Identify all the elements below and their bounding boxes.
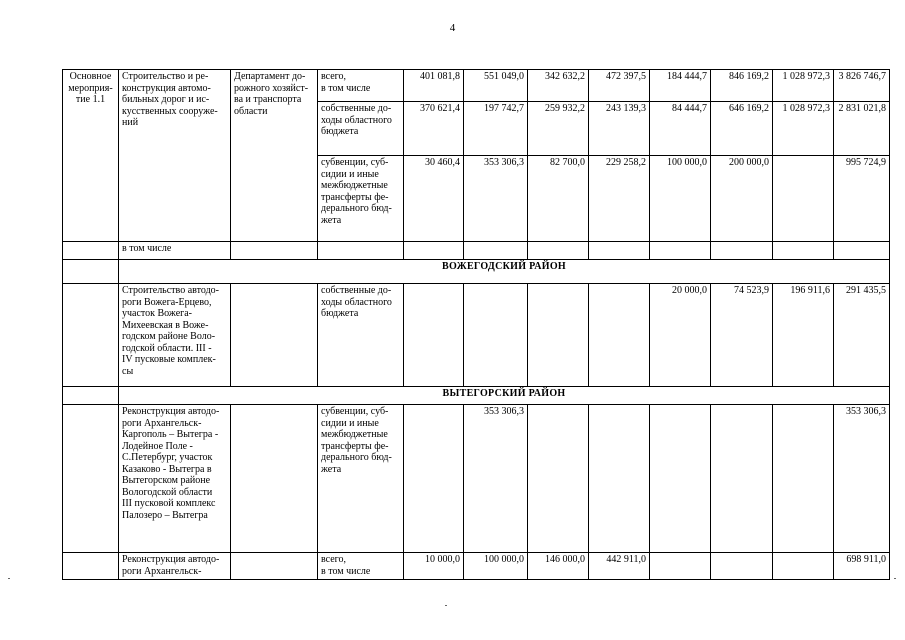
value-cell [650, 405, 711, 553]
value-cell [589, 284, 650, 387]
value-cell [404, 405, 464, 553]
value-cell [773, 405, 834, 553]
value-cell: 370 621,4 [404, 102, 464, 156]
value-cell: 196 911,6 [773, 284, 834, 387]
value-cell: 291 435,5 [834, 284, 890, 387]
value-cell [464, 284, 528, 387]
table-row [63, 260, 890, 284]
value-cell: 1 028 972,3 [773, 102, 834, 156]
value-cell: 146 000,0 [528, 553, 589, 580]
scan-speck [8, 578, 10, 579]
value-cell: 184 444,7 [650, 70, 711, 102]
scan-speck [894, 578, 896, 579]
object-name: Реконструкция автодо- роги Архангельск- Каргополь – Вытегра - Лодейное Поле - С.Петербург, участок Казаково - Вытегра в Вытегорском районе Вологодской области III пусковой комплекс Палозеро – Вытегра [119, 405, 231, 553]
value-cell [528, 284, 589, 387]
measure-executor: Департамент до- рожного хозяйст- ва и транспорта области [231, 70, 318, 242]
value-cell: 243 139,3 [589, 102, 650, 156]
value-cell: 472 397,5 [589, 70, 650, 102]
value-cell: 846 169,2 [711, 70, 773, 102]
value-cell: 551 049,0 [464, 70, 528, 102]
value-cell: 259 932,2 [528, 102, 589, 156]
value-cell: 74 523,9 [711, 284, 773, 387]
value-cell: 353 306,3 [834, 405, 890, 553]
value-cell: 84 444,7 [650, 102, 711, 156]
funding-source: всего, в том числе [318, 70, 404, 102]
value-cell: 229 258,2 [589, 156, 650, 242]
value-cell: 2 831 021,8 [834, 102, 890, 156]
including-label: в том числе [119, 242, 231, 260]
value-cell [773, 553, 834, 580]
object-name: Реконструкция автодо- роги Архангельск- [119, 553, 231, 580]
table-row [63, 284, 890, 387]
funding-source: всего, в том числе [318, 553, 404, 580]
table-row [63, 242, 890, 260]
funding-source: субвенции, суб- сидии и иные межбюджетные трансферты фе- дерального бюд- жета [318, 156, 404, 242]
value-cell: 197 742,7 [464, 102, 528, 156]
value-cell: 3 826 746,7 [834, 70, 890, 102]
value-cell [404, 284, 464, 387]
value-cell: 698 911,0 [834, 553, 890, 580]
district-heading: ВЫТЕГОРСКИЙ РАЙОН [119, 387, 890, 405]
value-cell: 442 911,0 [589, 553, 650, 580]
value-cell: 353 306,3 [464, 405, 528, 553]
district-heading: ВОЖЕГОДСКИЙ РАЙОН [119, 260, 890, 284]
measure-code: Основное мероприя- тие 1.1 [63, 70, 119, 242]
value-cell: 995 724,9 [834, 156, 890, 242]
table-row [63, 553, 890, 580]
value-cell: 20 000,0 [650, 284, 711, 387]
value-cell: 353 306,3 [464, 156, 528, 242]
value-cell [711, 405, 773, 553]
table-row [63, 387, 890, 405]
value-cell: 82 700,0 [528, 156, 589, 242]
value-cell: 10 000,0 [404, 553, 464, 580]
page-number: 4 [449, 22, 456, 34]
funding-table [62, 69, 890, 580]
value-cell: 30 460,4 [404, 156, 464, 242]
value-cell: 342 632,2 [528, 70, 589, 102]
measure-name: Строительство и ре- конструкция автомо- бильных дорог и ис- кусственных сооруже- ний [119, 70, 231, 242]
value-cell: 1 028 972,3 [773, 70, 834, 102]
value-cell: 646 169,2 [711, 102, 773, 156]
object-name: Строительство автодо- роги Вожега-Ерцево, участок Вожега- Михеевская в Воже- годском районе Воло- годской области. III - IV пусковые комплек- сы [119, 284, 231, 387]
value-cell [711, 553, 773, 580]
value-cell [589, 405, 650, 553]
value-cell: 100 000,0 [464, 553, 528, 580]
value-cell [773, 156, 834, 242]
funding-source: субвенции, суб- сидии и иные межбюджетные трансферты фе- дерального бюд- жета [318, 405, 404, 553]
value-cell: 401 081,8 [404, 70, 464, 102]
funding-source: собственные до- ходы областного бюджета [318, 284, 404, 387]
table-row [63, 70, 890, 102]
funding-source: собственные до- ходы областного бюджета [318, 102, 404, 156]
table-row [63, 405, 890, 553]
value-cell: 100 000,0 [650, 156, 711, 242]
value-cell [650, 553, 711, 580]
value-cell [528, 405, 589, 553]
scan-speck [445, 605, 447, 606]
value-cell: 200 000,0 [711, 156, 773, 242]
